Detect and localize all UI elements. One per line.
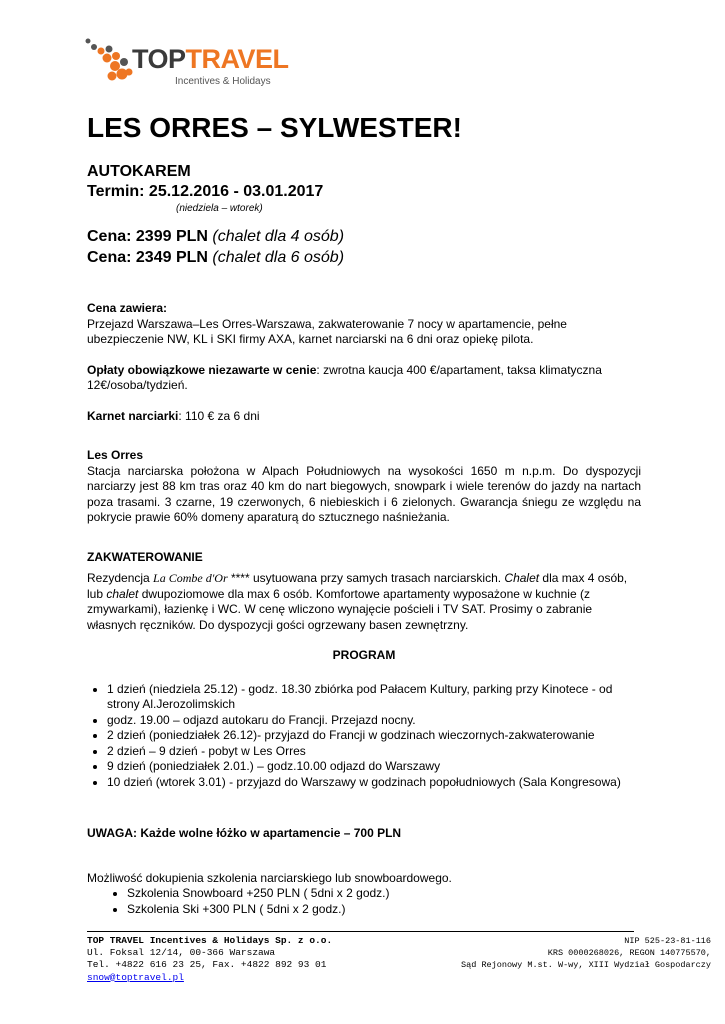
chalet-word: chalet bbox=[106, 586, 139, 601]
program-item: • 9 dzień (poniedziałek 2.01.) – godz.10.00 odjazd do Warszawy bbox=[107, 759, 641, 775]
accommodation-text bbox=[87, 571, 641, 633]
logo-wordmark bbox=[132, 46, 289, 73]
footer-contact bbox=[87, 935, 332, 984]
price-label: Cena: 2349 PLN bbox=[87, 249, 208, 266]
trip-term-days: (niedziela – wtorek) bbox=[176, 203, 263, 214]
price-list bbox=[87, 226, 641, 268]
skipass-info bbox=[87, 409, 641, 425]
footer-registration bbox=[461, 935, 711, 972]
extra-bed-notice: UWAGA: Każde wolne łóżko w apartamencie – 700 PLN bbox=[87, 826, 402, 840]
price-note: (chalet dla 6 osób) bbox=[212, 249, 345, 266]
footer-phone: Tel. +4822 616 23 25, Fax. +4822 892 93 01 bbox=[87, 959, 327, 971]
footer-company: TOP TRAVEL Incentives & Holidays Sp. z o.o. bbox=[87, 935, 333, 946]
footer-nip: NIP 525-23-81-116 bbox=[624, 936, 711, 946]
trip-term: Termin: 25.12.2016 - 03.01.2017 bbox=[87, 183, 324, 200]
footer-email-link[interactable]: snow@toptravel.pl bbox=[87, 971, 184, 983]
program-item: • 1 dzień (niedziela 25.12) - godz. 18.30 zbiórka pod Pałacem Kultury, parking przy Kinotece - od strony Al.Jerozolimskich bbox=[107, 682, 641, 713]
includes-text: Przejazd Warszawa–Les Orres-Warszawa, zakwaterowanie 7 nocy w apartamencie, pełne ubezpieczenie NW, KL i SKI firmy AXA, karnet narciarski na 6 dni oraz opiekę pilota. bbox=[87, 316, 567, 346]
company-logo bbox=[84, 36, 289, 90]
skipass-heading: Karnet narciarki bbox=[87, 408, 179, 423]
price-label: Cena: 2399 PLN bbox=[87, 228, 208, 245]
price-note: (chalet dla 4 osób) bbox=[212, 228, 345, 245]
accommodation-text-part: **** usytuowana przy samych trasach narciarskich. bbox=[227, 571, 505, 585]
mandatory-heading: Opłaty obowiązkowe niezawarte w cenie bbox=[87, 362, 317, 377]
logo-tagline: Incentives & Holidays bbox=[175, 76, 271, 87]
program-item: • 10 dzień (wtorek 3.01) - przyjazd do Warszawy w godzinach popołudniowych (Sala Kongresowa) bbox=[107, 775, 641, 791]
accommodation-text-part: dwupoziomowe dla max 6 osób. Komfortowe apartamenty wyposażone w kuchnie (z zmywarkami), łazienkę i WC. W cenę wliczono wynajęcie pościeli i TV SAT. Prosimy o zabranie własnych ręczników. Do dyspozycji gości ogrzewany basen zewnętrzny. bbox=[87, 586, 593, 632]
accommodation-text-part: dla max 4 osób, lub bbox=[87, 571, 628, 601]
program-list bbox=[87, 682, 641, 791]
footer-divider bbox=[87, 931, 634, 932]
training-item: • Szkolenia Snowboard +250 PLN ( 5dni x 2 godz.) bbox=[127, 886, 641, 902]
footer-krs: KRS 0000268026, REGON 140775570, bbox=[547, 948, 711, 959]
transport-type: AUTOKAREM bbox=[87, 163, 191, 180]
program-item: • godz. 19.00 – odjazd autokaru do Francji. Przejazd nocny. bbox=[107, 713, 641, 729]
document-body bbox=[87, 108, 641, 917]
logo-dots-icon bbox=[84, 36, 134, 90]
training-intro: Możliwość dokupienia szkolenia narciarskiego lub snowboardowego. bbox=[87, 870, 452, 885]
resort-heading: Les Orres bbox=[87, 448, 144, 462]
mandatory-fees bbox=[87, 363, 641, 394]
logo-travel-text: TRAVEL bbox=[185, 44, 289, 74]
program-item: • 2 dzień – 9 dzień - pobyt w Les Orres bbox=[107, 744, 641, 760]
footer-address: Ul. Foksal 12/14, 00-366 Warszawa bbox=[87, 947, 276, 959]
skipass-text: : 110 € za 6 dni bbox=[178, 408, 260, 423]
accommodation-text-part: Rezydencja bbox=[87, 571, 154, 585]
page-title: LES ORRES – SYLWESTER! bbox=[87, 112, 462, 143]
training-item: • Szkolenia Ski +300 PLN ( 5dni x 2 godz.) bbox=[127, 902, 641, 918]
training-list bbox=[87, 886, 641, 917]
logo-top-text: TOP bbox=[132, 44, 186, 74]
chalet-word: Chalet bbox=[504, 571, 540, 585]
footer-court: Sąd Rejonowy M.st. W-wy, XIII Wydział Gospodarczy bbox=[461, 960, 711, 971]
mandatory-text: : zwrotna kaucja 400 €/apartament, taksa klimatyczna 12€/osoba/tydzień. bbox=[87, 362, 602, 392]
price-line bbox=[87, 247, 641, 268]
program-item: • 2 dzień (poniedziałek 26.12)- przyjazd do Francji w godzinach wieczornych-zakwaterowanie bbox=[107, 728, 641, 744]
includes-heading: Cena zawiera: bbox=[87, 301, 168, 315]
program-heading: PROGRAM bbox=[332, 648, 396, 662]
resort-text: Stacja narciarska położona w Alpach Południowych na wysokości 1650 m n.p.m. Do dyspozycji narciarzy jest 88 km tras oraz 40 km do nart biegowych, snowpark i wiele terenów do jazdy na nartach poza trasami. 3 czarne, 19 czerwonych, 6 niebieskich i 6 zielonych. Gwarancja śniegu ze względu na pokrycie prawie 60% domeny aparaturą do sztucznego naśnieżania. bbox=[87, 463, 641, 524]
accommodation-heading: ZAKWATEROWANIE bbox=[87, 549, 203, 564]
residence-name: La Combe d'Or bbox=[153, 571, 228, 585]
price-line bbox=[87, 226, 641, 247]
